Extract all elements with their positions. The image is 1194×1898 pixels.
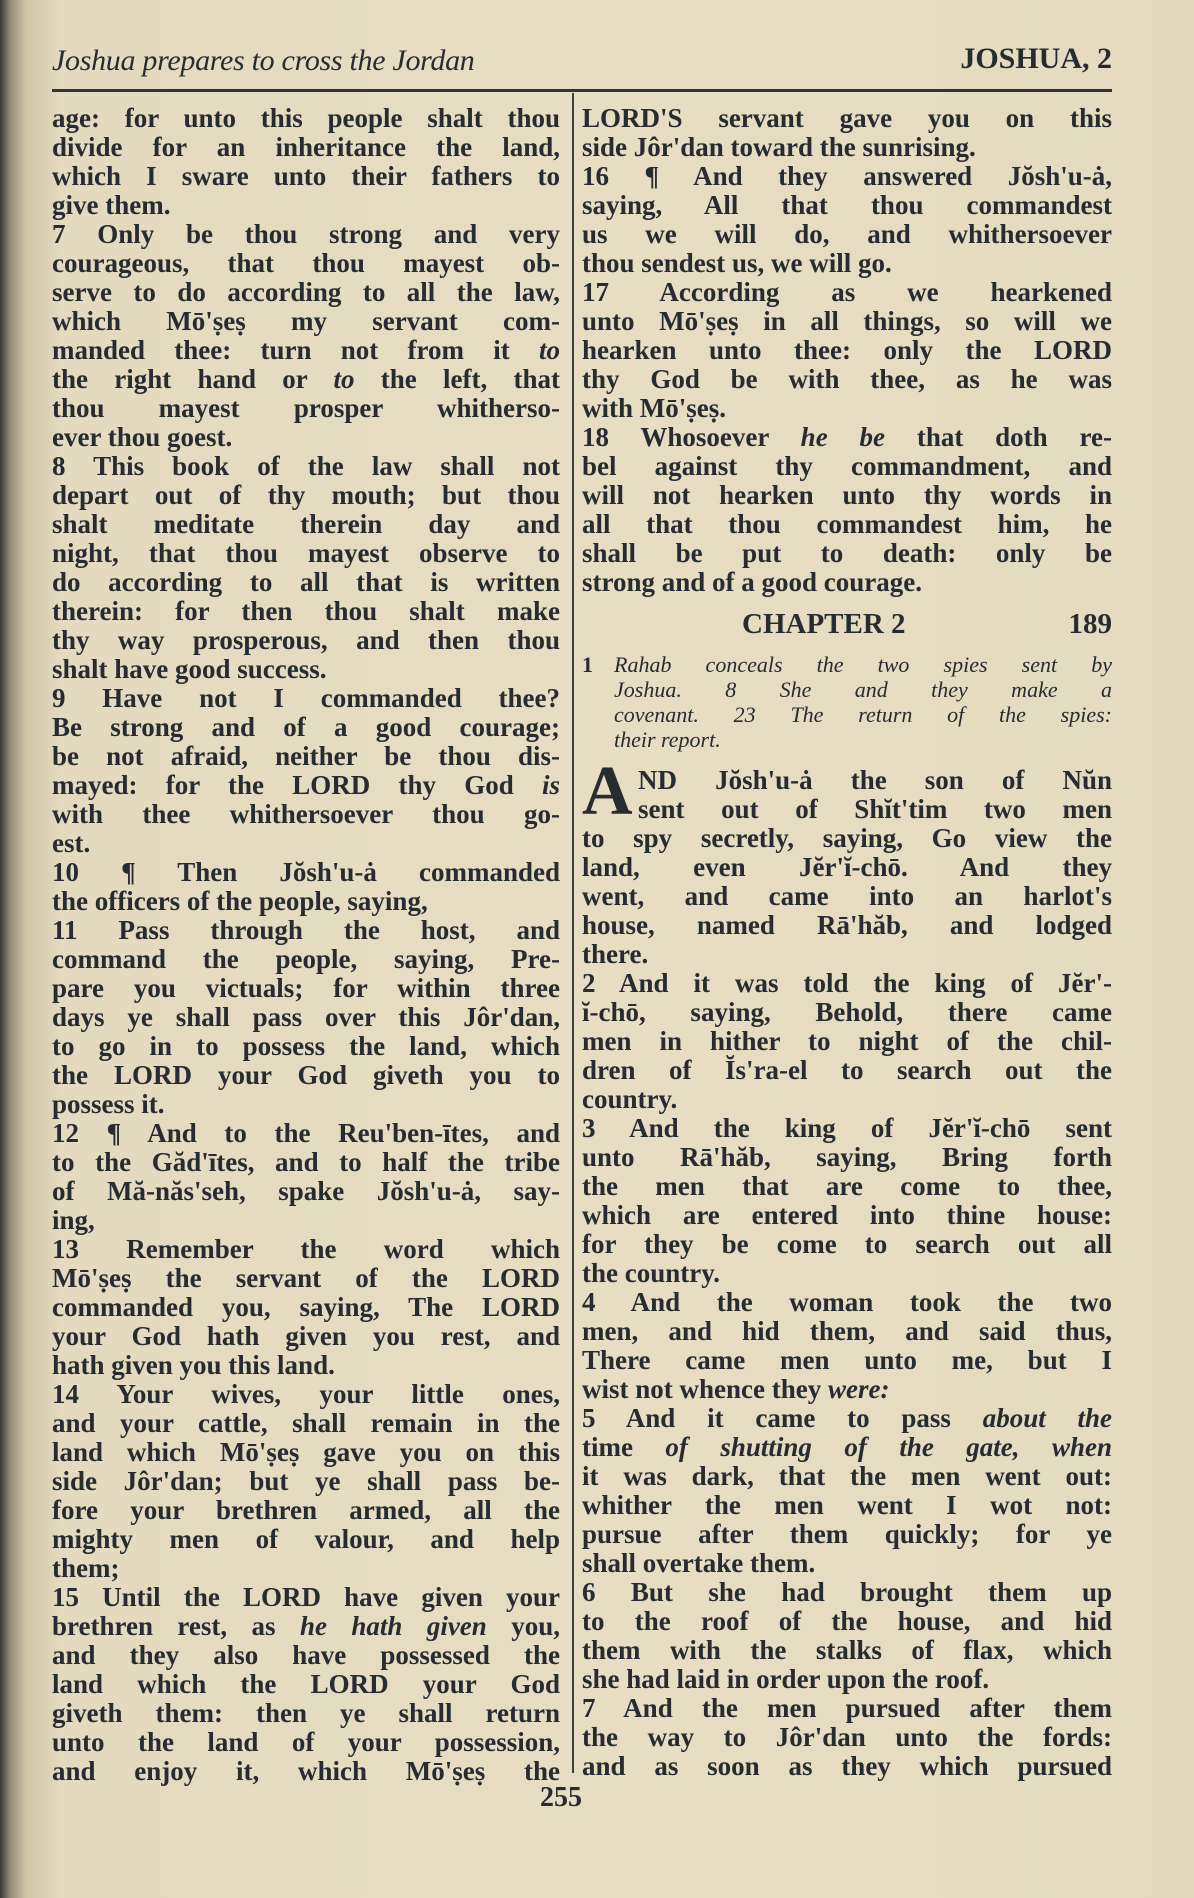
text-line: went, and came into an harlot's — [582, 881, 1112, 911]
text-line — [52, 771, 560, 800]
running-head-title: Joshua prepares to cross the Jordan — [52, 44, 475, 77]
text-line: the LORD your God giveth you to — [52, 1060, 560, 1090]
text-line: giveth them: then ye shall return — [52, 1698, 560, 1728]
text-line: hearken unto thee: only the LORD — [582, 335, 1112, 365]
text-line: 11 Pass through the host, and — [52, 915, 560, 945]
text-segment: 18 Whosoever — [582, 422, 801, 452]
text-line: unto the land of your possession, — [52, 1727, 560, 1757]
text-line: commanded you, saying, The LORD — [52, 1292, 560, 1322]
text-line: which Mō'ṣeṣ my servant com- — [52, 306, 560, 336]
text-line: courageous, that thou mayest ob- — [52, 248, 560, 278]
text-line — [52, 336, 560, 365]
column-divider — [572, 93, 574, 1773]
text-line: sent out of Shĭt'tim two men — [638, 794, 1112, 824]
text-line: thou mayest prosper whitherso- — [52, 393, 560, 423]
text-line: all that thou commandest him, he — [582, 509, 1112, 539]
text-line: pare you victuals; for within three — [52, 973, 560, 1003]
text-line: house, named Rā'hăb, and lodged — [582, 910, 1112, 940]
text-line — [582, 1433, 1112, 1462]
text-line: for they be come to search out all — [582, 1229, 1112, 1259]
text-line: 17 According as we hearkened — [582, 277, 1112, 307]
text-line: ever thou goest. — [52, 422, 233, 452]
text-line: Mō'ṣeṣ the servant of the LORD — [52, 1263, 560, 1293]
text-line: 2 And it was told the king of Jĕr'- — [582, 968, 1112, 998]
text-line: side Jôr'dan toward the sunrising. — [582, 132, 976, 162]
text-line — [582, 423, 1112, 452]
text-line: est. — [52, 828, 91, 858]
page-number: 255 — [540, 1782, 582, 1813]
text-line: and they also have possessed the — [52, 1640, 560, 1670]
text-line: mighty men of valour, and help — [52, 1524, 560, 1554]
text-line: be not afraid, neither be thou dis- — [52, 741, 560, 771]
text-line: to the roof of the house, and hid — [582, 1606, 1112, 1636]
text-line: 7 Only be thou strong and very — [52, 219, 560, 249]
text-line: country. — [582, 1084, 678, 1114]
text-line: 7 And the men pursued after them — [582, 1693, 1112, 1723]
text-line: LORD'S servant gave you on this — [582, 103, 1112, 133]
text-segment: manded thee: turn not from it — [52, 335, 539, 365]
text-line: land which the LORD your God — [52, 1669, 560, 1699]
text-line: with Mō'ṣeṣ. — [582, 393, 726, 423]
text-line — [52, 365, 560, 394]
text-line: with thee whithersoever thou go- — [52, 799, 560, 829]
text-line: to spy secretly, saying, Go view the — [582, 823, 1112, 853]
chapter-title: CHAPTER 2 — [742, 608, 906, 640]
text-line: men, and hid them, and said thus, — [582, 1316, 1112, 1346]
summary-line: Joshua. 8 She and they make a — [614, 677, 1112, 702]
text-line: side Jôr'dan; but ye shall pass be- — [52, 1466, 560, 1496]
text-segment: mayed: for the LORD thy God — [52, 770, 542, 800]
text-line: shall overtake them. — [582, 1548, 816, 1578]
text-line — [52, 1612, 560, 1641]
text-line: shalt meditate therein day and — [52, 509, 560, 539]
text-line: your God hath given you rest, and — [52, 1321, 560, 1351]
text-line: strong and of a good courage. — [582, 567, 923, 597]
text-line: possess it. — [52, 1089, 165, 1119]
text-line: divide for an inheritance the land, — [52, 132, 560, 162]
text-line: whither the men went I wot not: — [582, 1490, 1112, 1520]
italic-text: is — [541, 770, 560, 800]
text-line: land, even Jĕr'ĭ-chō. And they — [582, 852, 1112, 882]
text-line: it was dark, that the men went out: — [582, 1461, 1112, 1491]
text-line: 8 This book of the law shall not — [52, 451, 560, 481]
text-line: 9 Have not I commanded thee? — [52, 683, 560, 713]
text-line: 6 But she had brought them up — [582, 1577, 1112, 1607]
text-line: to go in to possess the land, which — [52, 1031, 560, 1061]
text-line: pursue after them quickly; for ye — [582, 1519, 1112, 1549]
right-column-bottom — [582, 766, 1112, 1781]
text-line: night, that thou mayest observe to — [52, 538, 560, 568]
text-line: 14 Your wives, your little ones, — [52, 1379, 560, 1409]
text-line: There came men unto me, but I — [582, 1345, 1112, 1375]
header-rule — [52, 89, 1112, 92]
text-line: 10 ¶ Then Jŏsh'u-ȧ commanded — [52, 857, 560, 887]
text-segment: you, — [486, 1611, 560, 1641]
text-line: us we will do, and whithersoever — [582, 219, 1112, 249]
summary-line: their report. — [614, 727, 721, 752]
text-line: shalt have good success. — [52, 654, 327, 684]
summary-verse-number: 1 — [582, 652, 593, 677]
text-line: land which Mō'ṣeṣ gave you on this — [52, 1437, 560, 1467]
italic-text: of shutting of the gate, when — [632, 1432, 1112, 1462]
text-line: depart out of thy mouth; but thou — [52, 480, 560, 510]
text-line: thy way prosperous, and then thou — [52, 625, 560, 655]
text-line: 4 And the woman took the two — [582, 1287, 1112, 1317]
summary-line: Rahab conceals the two spies sent by — [614, 652, 1112, 677]
text-line: shall be put to death: only be — [582, 538, 1112, 568]
text-line: days ye shall pass over this Jôr'dan, — [52, 1002, 560, 1032]
text-line: bel against thy commandment, and — [582, 451, 1112, 481]
text-line: serve to do according to all the law, — [52, 277, 560, 307]
text-line: and your cattle, shall remain in the — [52, 1408, 560, 1438]
text-line: saying, All that thou commandest — [582, 190, 1112, 220]
drop-cap: A — [582, 753, 633, 830]
text-line: the officers of the people, saying, — [52, 886, 428, 916]
text-line: she had laid in order upon the roof. — [582, 1664, 990, 1694]
text-line: them with the stalks of flax, which — [582, 1635, 1112, 1665]
text-line: the way to Jôr'dan unto the fords: — [582, 1722, 1112, 1752]
text-segment: that doth re- — [885, 422, 1113, 452]
text-line: and as soon as they which pursued — [582, 1751, 1112, 1781]
italic-text: to — [333, 364, 355, 394]
text-line: the country. — [582, 1258, 720, 1288]
italic-text: about the — [982, 1403, 1113, 1433]
text-line: 3 And the king of Jĕr'ĭ-chō sent — [582, 1113, 1112, 1143]
text-line: 15 Until the LORD have given your — [52, 1582, 560, 1612]
text-line: hath given you this land. — [52, 1350, 335, 1380]
left-column — [52, 104, 560, 1786]
text-line: and enjoy it, which Mō'ṣeṣ the — [52, 1756, 560, 1786]
text-line: 12 ¶ And to the Reu'ben-ītes, and — [52, 1118, 560, 1148]
text-segment: brethren rest, as — [52, 1611, 300, 1641]
right-column-top — [582, 104, 1112, 597]
text-line: command the people, saying, Pre- — [52, 944, 560, 974]
text-line: which are entered into thine house: — [582, 1200, 1112, 1230]
chapter-summary — [582, 652, 1112, 752]
text-line: Be strong and of a good courage; — [52, 712, 560, 742]
italic-text: he hath given — [299, 1611, 487, 1641]
text-segment: 5 And it came to pass — [582, 1403, 983, 1433]
italic-text: were: — [827, 1374, 890, 1404]
text-line: ing, — [52, 1205, 95, 1235]
text-line: which I sware unto their fathers to — [52, 161, 560, 191]
text-line: to the Găd'ītes, and to half the tribe — [52, 1147, 560, 1177]
running-head-book-chapter: JOSHUA, 2 — [960, 42, 1112, 75]
text-line: unto Rā'hăb, saying, Bring forth — [582, 1142, 1112, 1172]
text-line: 16 ¶ And they answered Jŏsh'u-ȧ, — [582, 161, 1112, 191]
text-line: age: for unto this people shalt thou — [52, 103, 560, 133]
text-segment: the right hand or — [52, 364, 334, 394]
text-line — [582, 1375, 1112, 1404]
italic-text: he be — [800, 422, 885, 452]
text-line: there. — [582, 939, 649, 969]
text-line: thy God be with thee, as he was — [582, 364, 1112, 394]
text-line: fore your brethren armed, all the — [52, 1495, 560, 1525]
text-segment: wist not whence they — [582, 1374, 828, 1404]
italic-text: to — [538, 335, 560, 365]
text-line: ĭ-chō, saying, Behold, there came — [582, 997, 1112, 1027]
text-line: ND Jŏsh'u-ȧ the son of Nŭn — [638, 765, 1112, 795]
text-line: do according to all that is written — [52, 567, 560, 597]
text-line: of Mă-năs'seh, spake Jŏsh'u-ȧ, say- — [52, 1176, 560, 1206]
text-line: 13 Remember the word which — [52, 1234, 560, 1264]
text-line: the men that are come to thee, — [582, 1171, 1112, 1201]
chapter-number-marginal: 189 — [1068, 608, 1112, 640]
text-segment: the left, that — [354, 364, 560, 394]
text-line: them; — [52, 1553, 120, 1583]
text-line: will not hearken unto thy words in — [582, 480, 1112, 510]
text-line: thou sendest us, we will go. — [582, 248, 892, 278]
text-line — [582, 1404, 1112, 1433]
summary-line: covenant. 23 The return of the spies: — [614, 702, 1112, 727]
text-line: give them. — [52, 190, 171, 220]
text-line: men in hither to night of the chil- — [582, 1026, 1112, 1056]
text-line: unto Mō'ṣeṣ in all things, so will we — [582, 306, 1112, 336]
text-segment: time — [582, 1432, 633, 1462]
text-line: therein: for then thou shalt make — [52, 596, 560, 626]
text-line: dren of Ĭs'ra-el to search out the — [582, 1055, 1112, 1085]
